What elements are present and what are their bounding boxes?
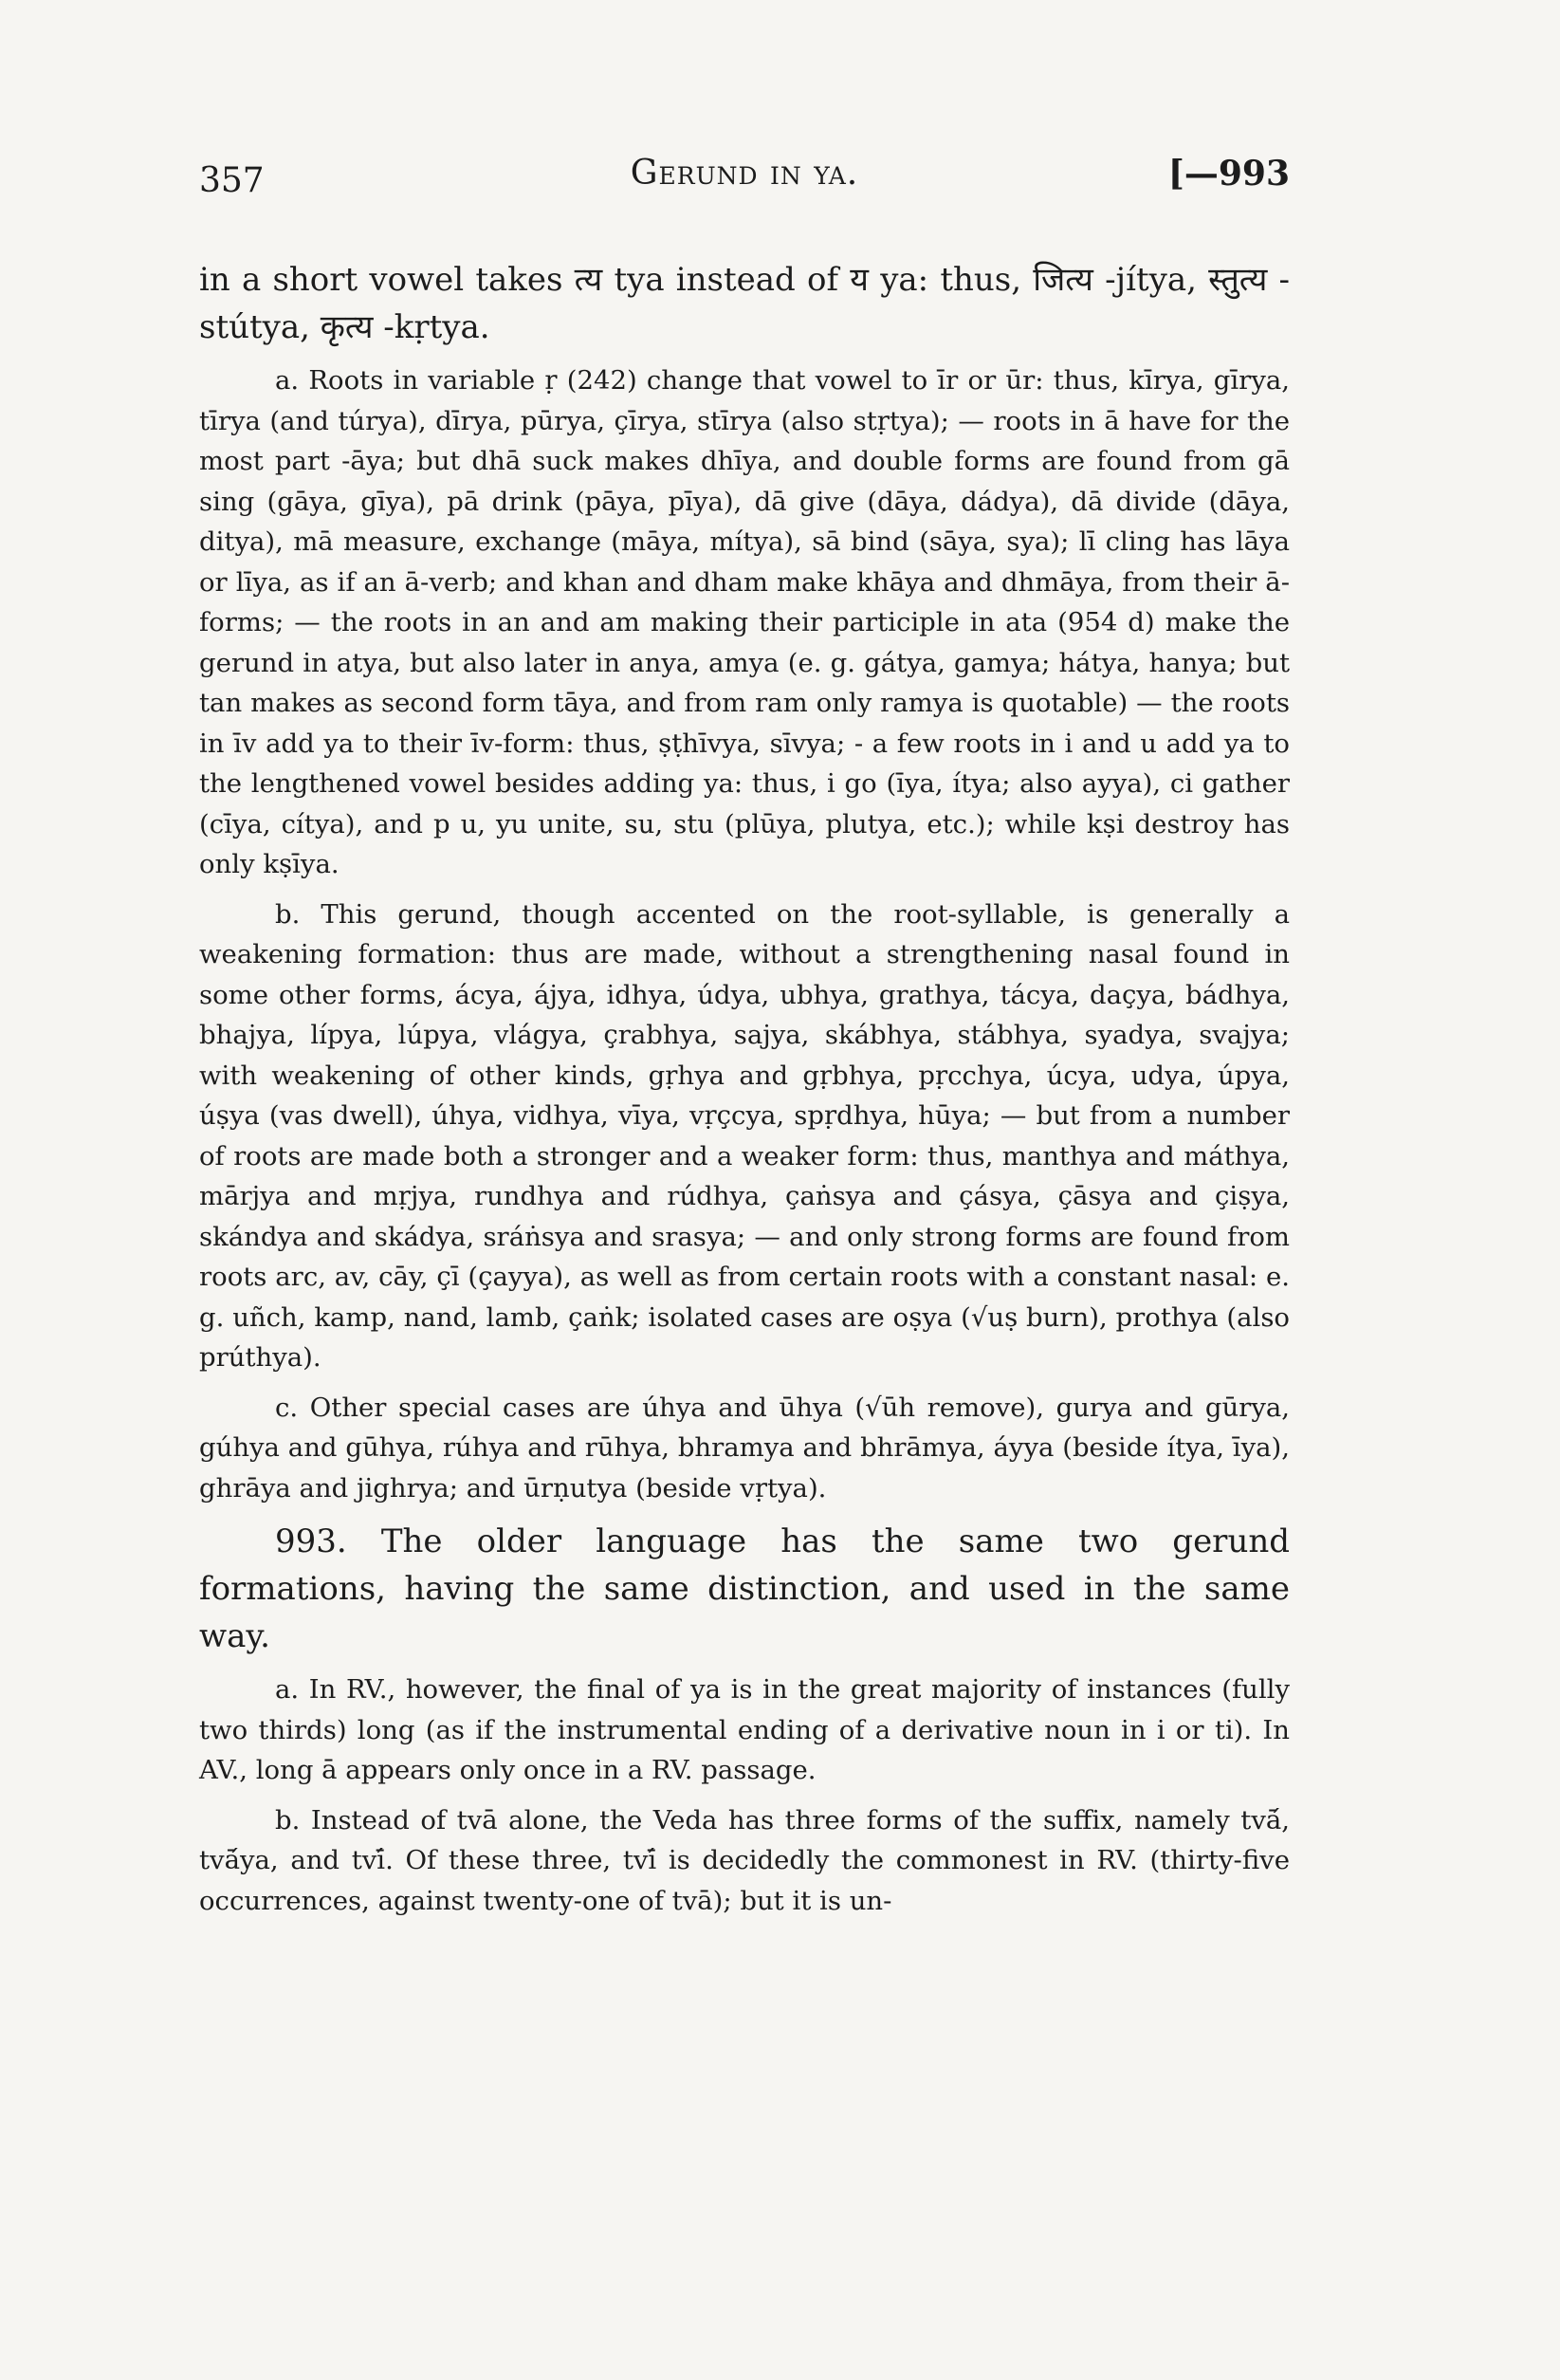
paragraph-c: c. Other special cases are úhya and ūhya (√ūh remove), gurya and gūrya, gúhya and gūhya, rúhya and rūhya, bhramya and bhrāmya, áyya (beside ítya, īya), ghrāya and jighrya; and ūrṇutya (beside vṛtya). [199, 1392, 1290, 1504]
book-page [199, 142, 1290, 1921]
paragraph-b: b. This gerund, though accented on the root-syllable, is generally a weakening formation: thus are made, without a strengthening nasal found in some other forms, ácya, ájya, idhya, údya, ubhya, grathya, tácya, daçya, bádhya, bhajya, lípya, lúpya, vlágya, çrabhya, sajya, skábhya, stábhya, syadya, svajya; with weakening of other kinds, gṛhya and gṛbhya, pṛcchya, úcya, udya, úpya, úṣya (vas dwell), úhya, vidhya, vīya, vṛçcya, spṛdhya, hūya; — but from a number of roots are made both a stronger and a weaker form: thus, manthya and máthya, mārjya and mṛjya, rundhya and rúdhya, çaṅsya and çásya, çāsya and çiṣya, skándya and skádya, sráṅsya and srasya; — and only strong forms are found from roots arc, av, cāy, çī (çayya), as well as from certain roots with a constant nasal: e. g. uñch, kamp, nand, lamb, çaṅk; isolated cases are oṣya (√uṣ burn), prothya (also prúthya). [199, 898, 1290, 1373]
page-header [199, 142, 1290, 199]
section-993-a: a. In RV., however, the final of ya is in the great majority of instances (fully two thirds) long (as if the instrumental ending of a derivative noun in i or ti). In AV., long ā appears only once in a RV. passage. [199, 1674, 1290, 1785]
paragraph-a: a. Roots in variable ṛ (242) change that vowel to īr or ūr: thus, kīrya, gīrya, tīrya (and túrya), dīrya, pūrya, çīrya, stīrya (also stṛtya); — roots in ā have for the most part -āya; but dhā suck makes dhīya, and double forms are found from gā sing (gāya, gīya), pā drink (pāya, pīya), dā give (dāya, dádya), dā divide (dāya, ditya), mā measure, exchange (māya, mítya), sā bind (sāya, sya); lī cling has lāya or līya, as if an ā-verb; and khan and dham make khāya and dhmāya, from their ā-forms; — the roots in an and am making their participle in ata (954 d) make the gerund in atya, but also later in anya, amya (e. g. gátya, gamya; hátya, hanya; but tan makes as second form tāya, and from ram only ramya is quotable) — the roots in īv add ya to their īv-form: thus, ṣṭhīvya, sīvya; - a few roots in i and u add ya to the lengthened vowel besides adding ya: thus, i go (īya, ítya; also ayya), ci gather (cīya, cítya), and p u, yu unite, su, stu (plūya, plutya, etc.); while kṣi destroy has only kṣīya. [199, 365, 1290, 879]
running-title: Gerund in ya. [630, 154, 859, 193]
section-reference: [—993 [1167, 154, 1290, 194]
page-number: 357 [199, 161, 265, 200]
section-993-b: b. Instead of tvā alone, the Veda has three forms of the suffix, namely tvā́, tvā́ya, and tvī́. Of these three, tvī́ is decidedly the commonest in RV. (thirty-five occurrences, against twenty-one of tvā); but it is un- [199, 1804, 1290, 1916]
body-text [199, 256, 1290, 1921]
intro-paragraph: in a short vowel takes त्य tya instead of य ya: thus, जित्य -jítya, स्तुत्य -stútya, कृत्य -kṛtya. [199, 261, 1290, 346]
section-993: 993. The older language has the same two gerund formations, having the same distinction, and used in the same way. [199, 1522, 1290, 1655]
